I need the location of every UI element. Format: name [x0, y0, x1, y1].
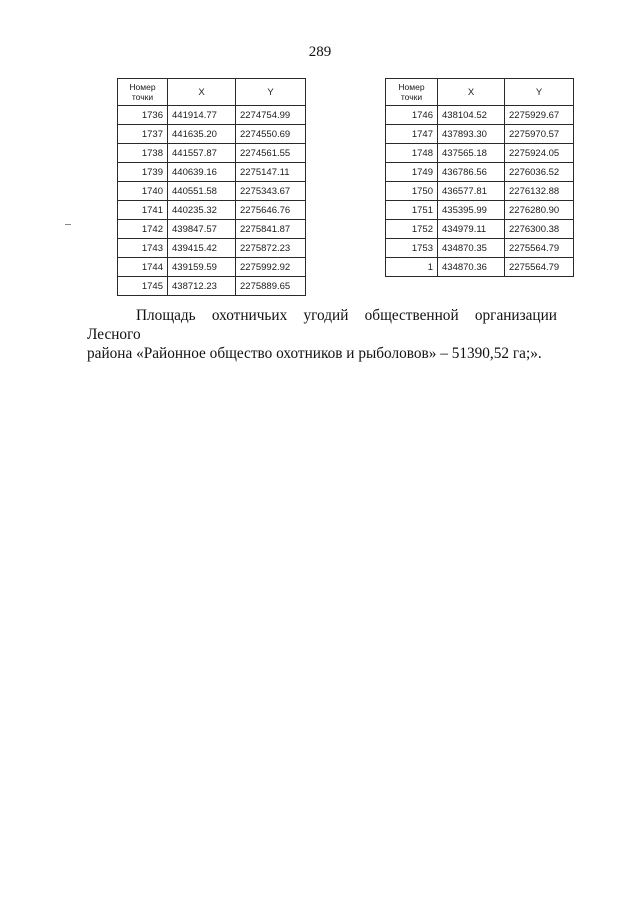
x-coordinate-cell: 441635.20 — [168, 125, 236, 144]
x-coordinate-cell: 436577.81 — [438, 182, 505, 201]
x-coordinate-cell: 440235.32 — [168, 201, 236, 220]
table-row — [118, 258, 306, 277]
x-coordinate-cell: 440551.58 — [168, 182, 236, 201]
x-coordinate-cell: 439159.59 — [168, 258, 236, 277]
point-number-cell: 1744 — [118, 258, 168, 277]
paragraph-line-2: района «Районное общество охотников и рыболовов» – 51390,52 га;». — [87, 345, 542, 362]
x-coordinate-cell: 436786.56 — [438, 163, 505, 182]
table-header-row — [118, 79, 306, 106]
point-number-cell: 1743 — [118, 239, 168, 258]
table-header-row — [386, 79, 574, 106]
page-number: 289 — [308, 44, 332, 60]
y-coordinate-cell: 2274754.99 — [236, 106, 306, 125]
header-x: X — [438, 79, 505, 106]
table-row — [386, 163, 574, 182]
y-coordinate-cell: 2274561.55 — [236, 144, 306, 163]
x-coordinate-cell: 441557.87 — [168, 144, 236, 163]
point-number-cell: 1753 — [386, 239, 438, 258]
y-coordinate-cell: 2275564.79 — [505, 258, 574, 277]
y-coordinate-cell: 2276300.38 — [505, 220, 574, 239]
x-coordinate-cell: 434870.36 — [438, 258, 505, 277]
y-coordinate-cell: 2275992.92 — [236, 258, 306, 277]
header-point-number — [118, 79, 168, 106]
table-row — [386, 182, 574, 201]
x-coordinate-cell: 441914.77 — [168, 106, 236, 125]
point-number-cell: 1750 — [386, 182, 438, 201]
table-row — [118, 163, 306, 182]
point-number-cell: 1736 — [118, 106, 168, 125]
point-number-cell: 1738 — [118, 144, 168, 163]
header-x: X — [168, 79, 236, 106]
x-coordinate-cell: 439415.42 — [168, 239, 236, 258]
y-coordinate-cell: 2276132.88 — [505, 182, 574, 201]
table-row — [386, 144, 574, 163]
x-coordinate-cell: 435395.99 — [438, 201, 505, 220]
table-row — [386, 106, 574, 125]
point-number-cell: 1752 — [386, 220, 438, 239]
table-row — [386, 201, 574, 220]
table-row — [118, 277, 306, 296]
header-num-line1: Номер — [129, 82, 156, 92]
point-number-cell: 1742 — [118, 220, 168, 239]
y-coordinate-cell: 2275872.23 — [236, 239, 306, 258]
table-row — [118, 182, 306, 201]
header-num-line1: Номер — [398, 82, 425, 92]
y-coordinate-cell: 2275343.67 — [236, 182, 306, 201]
coordinates-table-left — [117, 78, 306, 296]
table-row — [386, 239, 574, 258]
table-row — [386, 258, 574, 277]
table-row — [118, 125, 306, 144]
y-coordinate-cell: 2275646.76 — [236, 201, 306, 220]
header-num-line2: точки — [400, 92, 423, 102]
x-coordinate-cell: 434870.35 — [438, 239, 505, 258]
point-number-cell: 1748 — [386, 144, 438, 163]
y-coordinate-cell: 2275889.65 — [236, 277, 306, 296]
y-coordinate-cell: 2276036.52 — [505, 163, 574, 182]
paragraph-line-1: Площадь охотничьих угодий общественной организации Лесного — [87, 307, 557, 343]
y-coordinate-cell: 2275970.57 — [505, 125, 574, 144]
header-y: Y — [236, 79, 306, 106]
point-number-cell: 1740 — [118, 182, 168, 201]
header-point-number — [386, 79, 438, 106]
area-paragraph — [87, 306, 557, 363]
x-coordinate-cell: 440639.16 — [168, 163, 236, 182]
table-row — [386, 125, 574, 144]
x-coordinate-cell: 438104.52 — [438, 106, 505, 125]
x-coordinate-cell: 439847.57 — [168, 220, 236, 239]
y-coordinate-cell: 2275147.11 — [236, 163, 306, 182]
y-coordinate-cell: 2275841.87 — [236, 220, 306, 239]
point-number-cell: 1751 — [386, 201, 438, 220]
point-number-cell: 1747 — [386, 125, 438, 144]
table-row — [386, 220, 574, 239]
y-coordinate-cell: 2275924.05 — [505, 144, 574, 163]
header-num-line2: точки — [131, 92, 154, 102]
point-number-cell: 1745 — [118, 277, 168, 296]
table-row — [118, 144, 306, 163]
y-coordinate-cell: 2275564.79 — [505, 239, 574, 258]
point-number-cell: 1749 — [386, 163, 438, 182]
y-coordinate-cell: 2276280.90 — [505, 201, 574, 220]
y-coordinate-cell: 2275929.67 — [505, 106, 574, 125]
margin-mark — [65, 224, 71, 225]
table-row — [118, 220, 306, 239]
point-number-cell: 1739 — [118, 163, 168, 182]
point-number-cell: 1746 — [386, 106, 438, 125]
table-row — [118, 106, 306, 125]
x-coordinate-cell: 437893.30 — [438, 125, 505, 144]
table-row — [118, 201, 306, 220]
x-coordinate-cell: 434979.11 — [438, 220, 505, 239]
y-coordinate-cell: 2274550.69 — [236, 125, 306, 144]
x-coordinate-cell: 437565.18 — [438, 144, 505, 163]
table-row — [118, 239, 306, 258]
point-number-cell: 1 — [386, 258, 438, 277]
header-y: Y — [505, 79, 574, 106]
coordinates-table-right — [385, 78, 574, 277]
point-number-cell: 1741 — [118, 201, 168, 220]
x-coordinate-cell: 438712.23 — [168, 277, 236, 296]
point-number-cell: 1737 — [118, 125, 168, 144]
